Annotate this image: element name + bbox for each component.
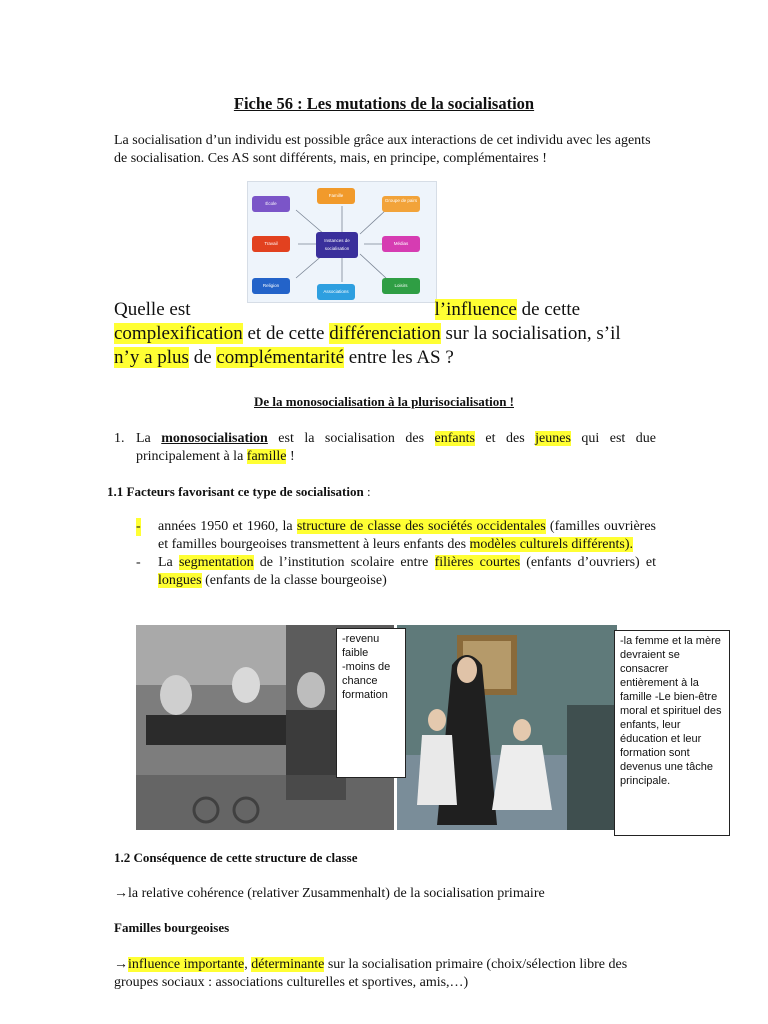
question-term: complexification: [114, 323, 243, 344]
term: famille: [246, 449, 287, 464]
question-term: complémentarité: [216, 347, 345, 368]
bourgeois-influence-paragraph: [114, 956, 662, 992]
heading-familles-bourgeoises: Familles bourgeoises: [114, 920, 230, 935]
term: déterminante: [251, 957, 325, 972]
text: La: [158, 555, 179, 570]
diagram-node-associations: Associations: [317, 284, 355, 300]
bullet-dash: -: [136, 519, 141, 534]
term: monosocialisation: [161, 431, 268, 446]
term: segmentation: [178, 555, 254, 570]
question-text: et de cette: [242, 323, 330, 344]
question-term: l’influence: [434, 299, 517, 320]
bullet-list: [136, 518, 656, 590]
bullet-item: [136, 554, 656, 590]
heading-rest: :: [363, 484, 371, 499]
question-text: de cette: [516, 299, 581, 320]
section-subtitle: De la monosocialisation à la plurisocialisation !: [253, 394, 514, 409]
term: enfants: [434, 431, 475, 446]
bourgeois-family-painting: [397, 625, 617, 830]
question-text: de: [188, 347, 217, 368]
text: et des: [474, 431, 536, 446]
question-term: différenciation: [329, 323, 441, 344]
text: ,: [244, 957, 252, 972]
question-text: entre les AS ?: [344, 347, 454, 368]
diagram-node-religion: Religion: [252, 278, 290, 294]
heading-bold: 1.1 Facteurs favorisant ce type de socialisation: [107, 484, 364, 499]
working-class-note: [336, 628, 406, 778]
central-question: [114, 298, 674, 370]
item-number: 1.: [114, 431, 125, 446]
note-line: -revenu: [342, 633, 380, 645]
term: jeunes: [535, 431, 571, 446]
text: est la socialisation des: [267, 431, 435, 446]
diagram-node-famille: Famille: [317, 188, 355, 204]
bourgeois-family-painting-image: [397, 625, 617, 830]
text: qui est due principalement à la: [136, 431, 657, 464]
bourgeois-note: -la femme et la mère devraient se consacrer entièrement à la famille -Le bien-être moral et spirituel des enfants, leur éducation et leur formation sont devenus une tâche principale.: [614, 630, 730, 836]
term: filières courtes: [434, 555, 521, 570]
text: (enfants de la classe bourgeoise): [201, 573, 387, 588]
question-term: n’y a plus: [114, 347, 189, 368]
text: de l’institution scolaire entre: [253, 555, 435, 570]
socialisation-diagram: [247, 181, 437, 303]
term: longues: [158, 573, 202, 588]
question-text: sur la socialisation, s’il: [440, 323, 621, 344]
diagram-node-loisirs: Loisirs: [382, 278, 420, 294]
arrow: →: [114, 957, 128, 972]
bullet-item: [136, 518, 656, 554]
note-line: faible: [342, 647, 369, 659]
text: La: [136, 431, 162, 446]
term: influence importante: [128, 957, 245, 972]
note-line: -moins de: [342, 661, 391, 673]
intro-paragraph: La socialisation d’un individu est possible grâce aux interactions de cet individu avec les agents de socialisation. Ces AS sont différents, mais, en principe, complémentaires !: [114, 133, 651, 166]
diagram-node-medias: Médias: [382, 236, 420, 252]
heading-1-1: [107, 484, 371, 500]
consequence-line: →la relative cohérence (relativer Zusammenhalt) de la socialisation primaire: [114, 886, 545, 901]
bullet-dash: -: [136, 555, 141, 570]
note-line: formation: [342, 689, 388, 701]
term: modèles culturels différents: [469, 537, 625, 552]
text: (enfants d’ouvriers) et: [520, 555, 656, 570]
question-text: Quelle est: [114, 299, 191, 320]
text: sur la socialisation primaire (choix/sélection libre des groupes sociaux : associations culturelles et sportives, amis,…): [114, 957, 628, 990]
diagram-node-travail: Travail: [252, 236, 290, 252]
note-line: chance: [342, 675, 378, 687]
item-monosocialisation: [136, 430, 656, 466]
diagram-center: Instances de socialisation: [316, 232, 358, 258]
diagram-node-ecole: École: [252, 196, 290, 212]
page-title: Fiche 56 : Les mutations de la socialisation: [233, 94, 535, 113]
text: ).: [624, 537, 633, 552]
heading-1-2: 1.2 Conséquence de cette structure de classe: [114, 850, 358, 865]
term: structure de classe des sociétés occidentales: [296, 519, 546, 534]
text: !: [286, 449, 295, 464]
text: (familles ouvrières et familles bourgeoises transmettent à leurs enfants des: [158, 519, 656, 552]
text: années 1950 et 1960, la: [158, 519, 297, 534]
diagram-node-groupe-de-pairs: Groupe de pairs: [382, 196, 420, 212]
